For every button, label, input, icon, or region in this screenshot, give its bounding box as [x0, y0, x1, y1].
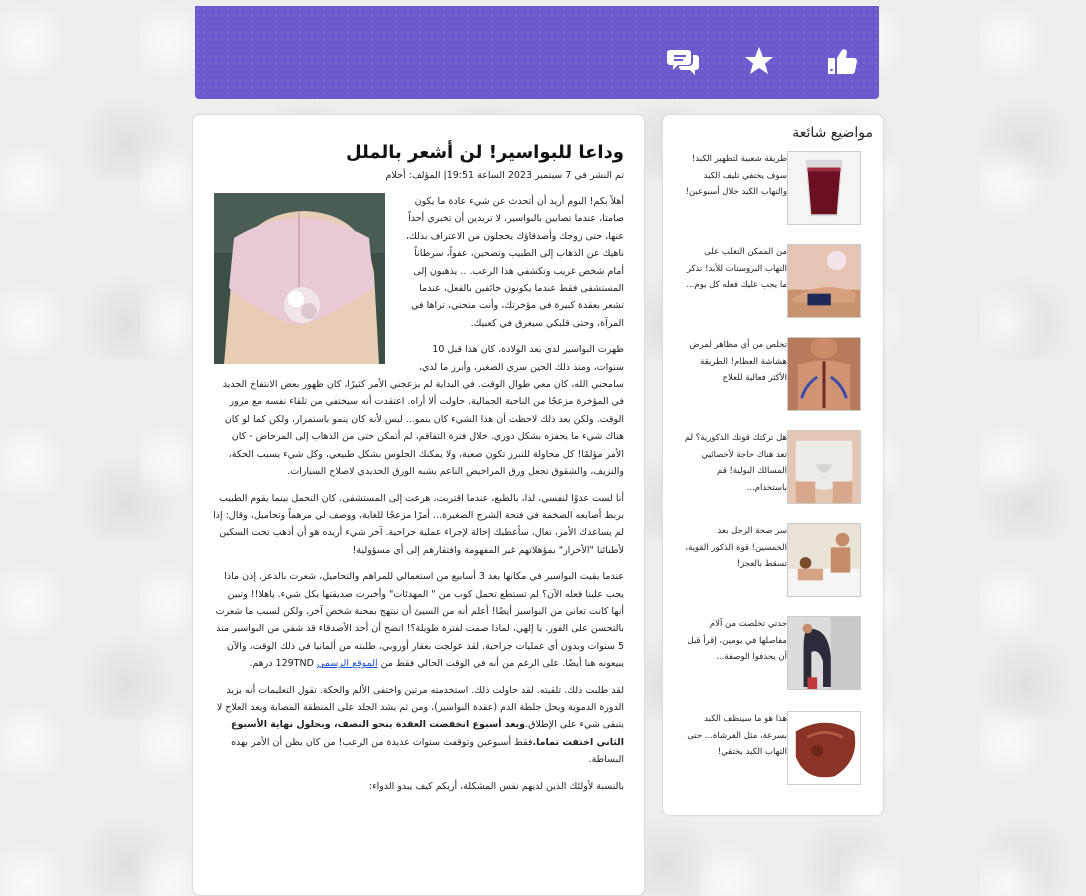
comments-icon[interactable] — [667, 44, 701, 78]
sidebar-item[interactable] — [675, 616, 873, 690]
star-icon[interactable] — [742, 44, 776, 78]
sidebar-item-text[interactable]: طريقة شعبية لتطهير الكبد! سوف يختفي تليف الكبد والتهاب الكبد خلال أسبوعين! — [685, 154, 787, 198]
sidebar-thumb — [787, 151, 861, 225]
article-card — [192, 114, 645, 896]
sidebar-thumb — [787, 616, 861, 690]
paragraph-3: أنا لست عدوًا لنفسي، لذا، بالطبع، عندما اقتربت، هرعت إلى المستشفى. كان التحمل بينما يقوم الطبيب بربط أصابعه الضخمة في فتحة الشرج الصغيرة... أمرًا مزعجًا للغاية، ووصف لي مرهماً وتحاميل، وقال: إذا لم يساعدك الأمر، تعال، سأعطيك إحالة لإجراء عملية جراحية. آخر شيء أريده هو أن أذهب تحت السكين لأطبائنا "الأحرار" بمؤهلاتهم غير المفهومة وافتقارهم إلى أي مسؤولية! — [213, 492, 624, 556]
sidebar-item[interactable] — [675, 337, 873, 411]
sidebar-thumb — [787, 711, 861, 785]
top-bar — [195, 6, 879, 99]
sidebar-thumb — [787, 523, 861, 597]
paragraph-1: أهلاً بكم! اليوم أريد أن أتحدث عن شيء عادة ما يكون صامتا، عندما تصابين بالبواسير، لا تريدين أن تخبري أحداً عنها، حتى زوجك وأصدقاؤك يخجلون من الاعتراف بذلك، ناهيك عن الذهاب إلى الطبيب وتصحين، عفواً، سرطاناً أمام شخص غريب وتكشفي هذا الرعب. .. يذهبون إلى المستشفى فقط عندما يكونون خائفين بالفعل، عندما تشعر بعقدة كبيرة في مؤخرتك، وأنت منحني، تراها في المرآة، وحتى قلبكي سيغرق في كعبيك. — [405, 196, 624, 329]
sidebar-item-text[interactable]: جدتي تخلصت من آلام مفاصلها في يومين، إقرأ قبل أن يحذفوا الوصفة... — [687, 619, 787, 663]
thumbs-up-icon[interactable] — [825, 44, 859, 78]
article-image — [214, 193, 385, 364]
sidebar-item-text[interactable]: تخلص من أي مظاهر لمرض هشاشة العظام! الطريقة الأكثر فعالية للعلاج — [689, 340, 787, 384]
article-title: وداعا للبواسير! لن أشعر بالملل — [345, 142, 624, 163]
sidebar-item[interactable] — [675, 244, 873, 318]
paragraph-6: بالنسبة لأولئك الذين لديهم نفس المشكلة، أريكم كيف يبدو الدواء: — [368, 780, 624, 792]
sidebar-thumb — [787, 430, 861, 504]
sidebar-card — [662, 114, 884, 816]
sidebar-item[interactable] — [675, 523, 873, 597]
sidebar-title: مواضيع شائعة — [792, 125, 873, 141]
sidebar-item-text[interactable]: هذا هو ما سينظف الكبد بسرعة، مثل الفرشاة... حتى التهاب الكبد يختفي! — [687, 714, 787, 758]
sidebar-item[interactable] — [675, 711, 873, 785]
sidebar-item-text[interactable]: سر صحة الرجل بعد الخمسين! قوة الذكور القوية، تسقط بالعجز! — [685, 526, 787, 570]
paragraph-2: ظهرت البواسير لدي بعد الولادة، كان هذا قبل 10 سنوات، ومنذ ذلك الحين سري الصغير، وأبرز ما لدي، سامحني الله، كان معي طوال الوقت. في البداية لم يزعجني الأمر كثيرًا، كان ظهور بعض الانتفاخ الجديد في المؤخرة مزعجًا من الناحية الجمالية. حاولت ألا أراه. اعتقدت أنه سيختفي من تلقاء نفسه مع مرور الوقت. ولكن بعد ذلك لاحظت أن هذا الشيء كان ينمو... ليس لأنه كان ينمو باستمرار، ولكن كما لو كان هناك شيء ما يحفزه بشكل دوري. خلال فترة التفاقم، لم أتمكن حتى من الذهاب إلى المرحاض - كان الأمر مؤلمًا! كل محاولة للتبرز تكون صعبة، ولا يمكنك الجلوس بشكل طبيعي، وكل شيء يسبب الحكة، والنزيف، والشقوق تجعل ورق المراحيض الناعم يشبه الورق الحديدي لاصلاح السيارات. — [222, 344, 624, 478]
sidebar-item-text[interactable]: هل تركتك قوتك الذكورية؟ لم تعد هناك حاجة لأخصائيي المسالك البولية! قم باستخدام... — [684, 433, 787, 493]
sidebar-item-text[interactable]: من الممكن التغلب على التهاب البروستات للأبد! تذكر ما يجب عليك فعله كل يوم... — [686, 247, 787, 291]
sidebar-thumb — [787, 244, 861, 318]
sidebar-item[interactable] — [675, 151, 873, 225]
article-meta: تم النشر في 7 سبتمبر 2023 الساعة 19:51| المؤلف: أحلام — [385, 170, 624, 181]
paragraph-4: عندما بقيت البواسير في مكانها بعد 3 أسابيع من استعمالي للمراهم والتحاميل، شعرت بالذعر. إذن ماذا يجب علينا فعله الآن؟ لم تستطع تحمل كوب من " المهدئات" وأخبرت صديقتها بكل شيء. ياهلا!! وتبين أنها كانت تعاني من البواسير أيضًا! أعلم أنه من السيئ أن نبتهج بمحنة شخص آخر، ولكن لسبب ما شعرت بالتحسن على الفور. يا إلهي، لماذا صمت لفترة طويلة؟! اتضح أن أحد الأصدقاء قد شفي من البواسير منذ 5 سنوات وبدون أي عمليات جراحية. لقد عولجت بعقار أوروبي، طلبته من ألمانيا في ذلك الوقت، والآن يبيعونه هنا أيضًا. على الرغم من أنه في الوقت الحالي فقط من الموقع الرسمي 129TND درهم. — [215, 571, 624, 670]
official-site-link[interactable]: الموقع الرسمي — [316, 658, 378, 670]
sidebar-item[interactable] — [675, 430, 873, 504]
sidebar-thumb — [787, 337, 861, 411]
paragraph-5: لقد طلبت ذلك. تلقيته. لقد حاولت ذلك. استخدمته مرتين واختفى الألم والحكة. تقول التعليمات أنه يزيد الدورة الدموية ويحل جلطة الدم (عقدة البواسير)، ومن ثم يشد الجلد على المنطقة المصابة ويعد العلاج لا يتبقى شيء على الإطلاق.وبعد أسبوع انخفضت العقدة بنحو النصف، وبحلول نهاية الأسبوع الثاني اختفت تماما.فقط أسبوعين وتوقفت سنوات عديدة من الرعب! من كان يظن أن الأمر بهذه البساطة. — [216, 684, 624, 766]
